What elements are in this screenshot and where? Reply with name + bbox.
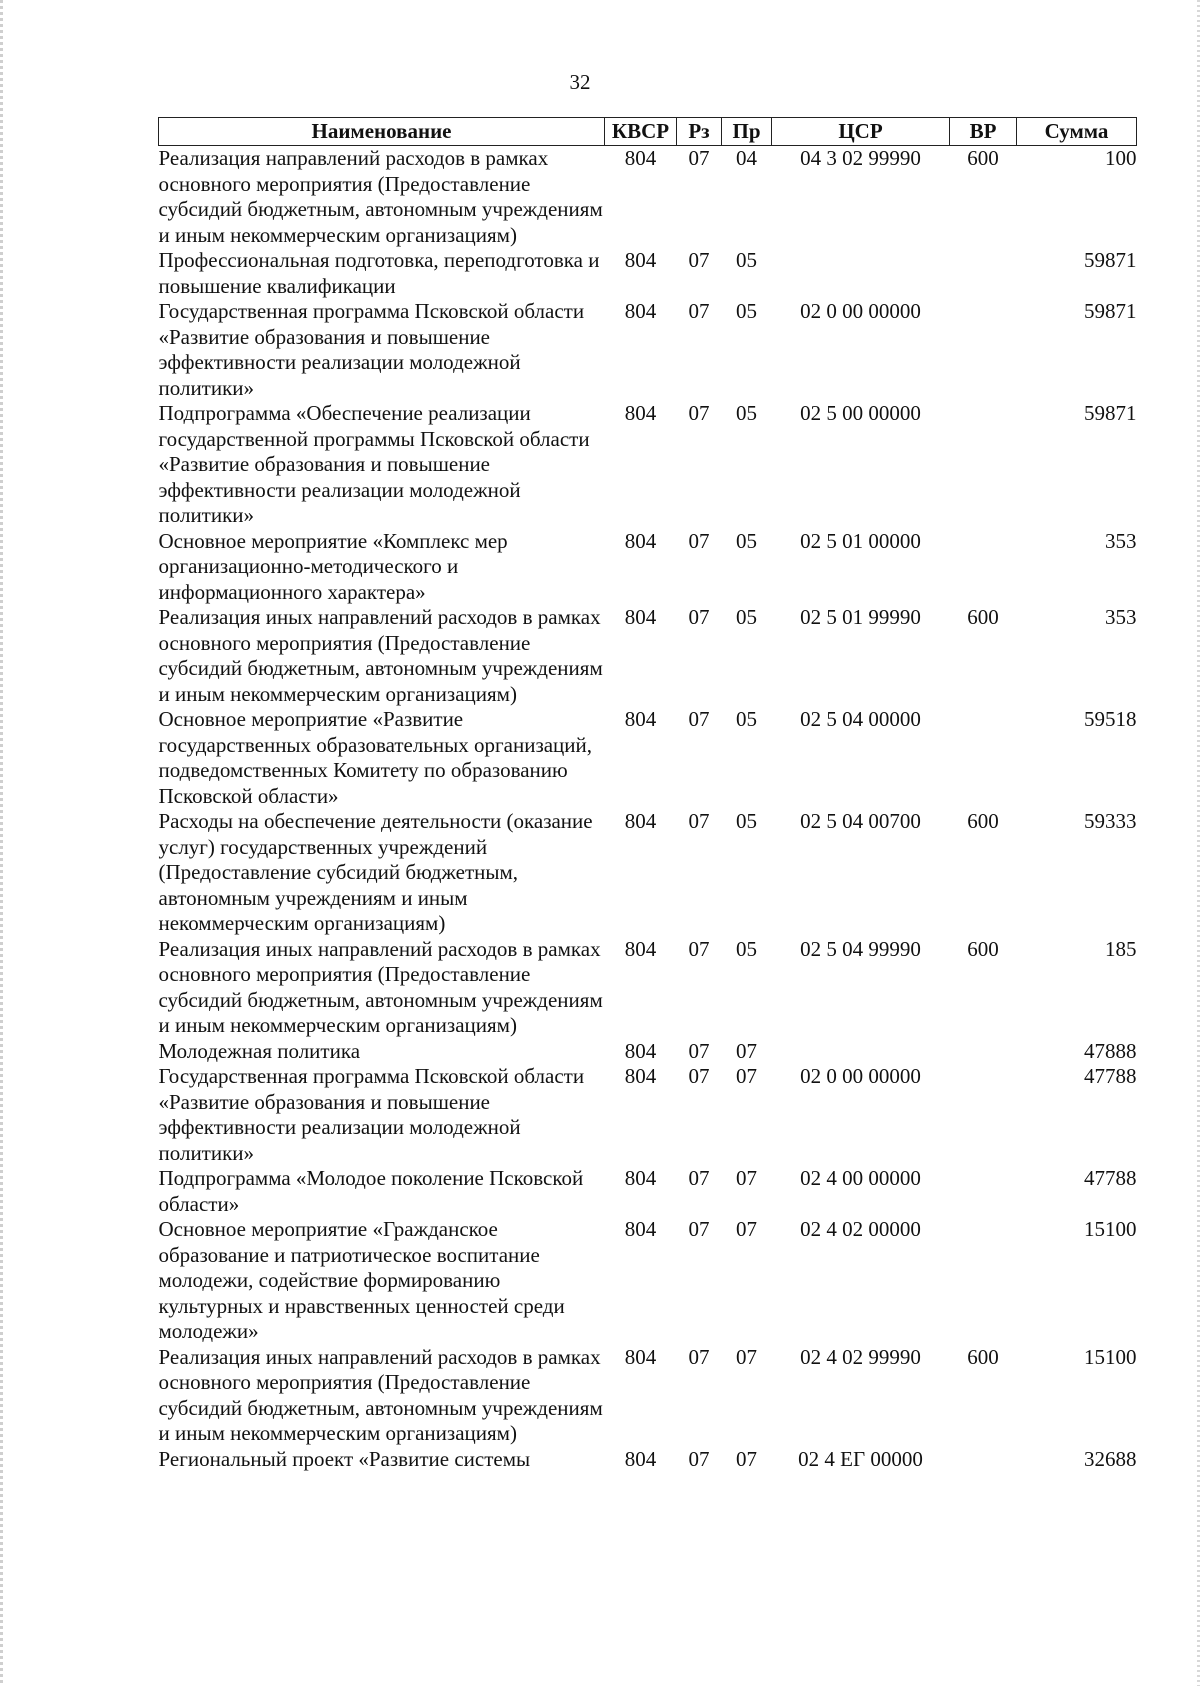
cell-sum: 47788 (1084, 1064, 1137, 1088)
cell-sum: 353 (1105, 528, 1137, 553)
cell-csr: 02 4 ЕГ 00000 (798, 1446, 923, 1471)
header-sum: Сумма (1017, 118, 1137, 146)
table-body (159, 146, 1137, 1473)
cell-rz: 07 (688, 1038, 710, 1063)
table-row (159, 401, 1137, 529)
cell-rz: 07 (688, 936, 710, 961)
cell-rz: 07 (688, 1344, 710, 1369)
cell-sum: 185 (1105, 936, 1137, 961)
cell-kvsr: 804 (624, 1217, 657, 1241)
table-row (159, 299, 1137, 401)
cell-name: Профессиональная подготовка, переподготовка и повышение квалификации (158, 248, 600, 298)
cell-name: Основное мероприятие «Развитие государственных образовательных организаций, подведомственных Комитету по образованию Псковской области» (158, 707, 593, 808)
cell-pr: 05 (736, 809, 757, 833)
cell-rz: 07 (688, 1166, 710, 1190)
cell-kvsr: 804 (624, 1166, 657, 1190)
cell-pr: 07 (736, 1038, 757, 1063)
cell-csr (772, 248, 950, 299)
cell-csr: 02 4 02 99990 (800, 1344, 921, 1369)
cell-pr: 05 (736, 528, 757, 553)
cell-vr (950, 1039, 1017, 1065)
cell-pr: 05 (736, 401, 757, 425)
cell-rz: 07 (688, 809, 710, 833)
cell-pr: 07 (736, 1344, 757, 1369)
cell-vr (950, 1217, 1017, 1345)
table-row (159, 809, 1137, 937)
cell-pr: 07 (736, 1064, 757, 1088)
table-row (159, 146, 1137, 249)
header-csr: ЦСР (772, 118, 950, 146)
cell-name: Основное мероприятие «Комплекс мер организационно-методического и информационного характера» (158, 528, 508, 604)
cell-csr: 02 5 01 99990 (800, 605, 921, 629)
cell-kvsr: 804 (624, 936, 657, 961)
cell-sum: 59871 (1084, 299, 1137, 323)
cell-vr (950, 1166, 1017, 1217)
cell-csr (772, 1039, 950, 1065)
cell-sum: 59333 (1084, 809, 1137, 833)
scan-edge-left (0, 0, 3, 1686)
cell-csr: 02 4 00 00000 (800, 1166, 921, 1190)
cell-name: Государственная программа Псковской области «Развитие образования и повышение эффективности реализации молодежной политики» (158, 1064, 585, 1165)
header-vr: ВР (950, 118, 1017, 146)
cell-rz: 07 (688, 401, 710, 425)
cell-csr: 04 3 02 99990 (800, 146, 921, 170)
cell-pr: 05 (736, 936, 757, 961)
cell-pr: 05 (736, 299, 757, 323)
cell-pr: 07 (736, 1166, 757, 1190)
table-row (159, 605, 1137, 707)
header-kvsr: КВСР (605, 118, 677, 146)
cell-csr: 02 5 04 00000 (800, 707, 921, 731)
cell-rz: 07 (688, 146, 710, 170)
table-row (159, 1217, 1137, 1345)
table-row (159, 937, 1137, 1039)
cell-pr: 04 (736, 146, 757, 170)
table-row (159, 1447, 1137, 1473)
cell-vr (950, 1064, 1017, 1166)
cell-vr: 600 (967, 605, 999, 629)
cell-vr: 600 (967, 936, 999, 961)
cell-kvsr: 804 (624, 146, 657, 170)
page-number: 32 (569, 70, 591, 94)
cell-sum: 47788 (1084, 1166, 1137, 1190)
cell-rz: 07 (688, 1446, 710, 1471)
cell-sum: 15100 (1084, 1217, 1137, 1241)
cell-rz: 07 (688, 248, 710, 272)
cell-name: Реализация иных направлений расходов в рамках основного мероприятия (Предоставление субсидий бюджетным, автономным учреждениям и иным некоммерческим организациям) (158, 936, 603, 1037)
table-row (159, 707, 1137, 809)
cell-vr: 600 (967, 146, 999, 170)
cell-vr (950, 299, 1017, 401)
cell-vr (950, 401, 1017, 529)
cell-name: Региональный проект «Развитие системы (158, 1446, 531, 1471)
cell-rz: 07 (688, 1064, 710, 1088)
cell-kvsr: 804 (624, 1344, 657, 1369)
table-row (159, 1064, 1137, 1166)
cell-sum: 59871 (1084, 248, 1137, 272)
cell-sum: 15100 (1084, 1344, 1137, 1369)
header-rz: Рз (677, 118, 722, 146)
cell-sum: 353 (1105, 605, 1137, 629)
cell-kvsr: 804 (624, 401, 657, 425)
cell-kvsr: 804 (624, 1064, 657, 1088)
cell-kvsr: 804 (624, 605, 657, 629)
cell-pr: 07 (736, 1217, 757, 1241)
cell-pr: 05 (736, 605, 757, 629)
table-row (159, 1345, 1137, 1447)
header-name: Наименование (159, 118, 605, 146)
table-row (159, 1039, 1137, 1065)
table-row (159, 529, 1137, 606)
cell-kvsr: 804 (624, 299, 657, 323)
cell-vr (950, 1447, 1017, 1473)
cell-name: Подпрограмма «Молодое поколение Псковской области» (158, 1166, 584, 1216)
cell-sum: 59871 (1084, 401, 1137, 425)
cell-kvsr: 804 (624, 1446, 657, 1471)
cell-name: Реализация иных направлений расходов в рамках основного мероприятия (Предоставление субсидий бюджетным, автономным учреждениям и иным некоммерческим организациям) (158, 605, 603, 706)
cell-name: Реализация иных направлений расходов в рамках основного мероприятия (Предоставление субсидий бюджетным, автономным учреждениям и иным некоммерческим организациям) (158, 1344, 603, 1445)
cell-rz: 07 (688, 1217, 710, 1241)
cell-sum: 100 (1105, 146, 1137, 170)
cell-rz: 07 (688, 707, 710, 731)
cell-pr: 07 (736, 1446, 757, 1471)
cell-kvsr: 804 (624, 707, 657, 731)
cell-vr (950, 529, 1017, 606)
cell-pr: 05 (736, 707, 757, 731)
cell-kvsr: 804 (624, 809, 657, 833)
table-row (159, 1166, 1137, 1217)
cell-csr: 02 5 04 99990 (800, 936, 921, 961)
cell-csr: 02 0 00 00000 (800, 1064, 921, 1088)
cell-kvsr: 804 (624, 248, 657, 272)
cell-vr (950, 707, 1017, 809)
budget-table (158, 117, 1137, 1472)
cell-sum: 32688 (1084, 1446, 1137, 1471)
cell-name: Реализация направлений расходов в рамках основного мероприятия (Предоставление субсидий бюджетным, автономным учреждениям и иным некоммерческим организациям) (158, 146, 603, 247)
cell-sum: 47888 (1084, 1038, 1137, 1063)
cell-vr (950, 248, 1017, 299)
table-row (159, 248, 1137, 299)
cell-name: Подпрограмма «Обеспечение реализации государственной программы Псковской области «Развитие образования и повышение эффективности реализации молодежной политики» (158, 401, 590, 527)
table-header-row (159, 118, 1137, 146)
cell-kvsr: 804 (624, 1038, 657, 1063)
cell-name: Молодежная политика (158, 1038, 361, 1063)
cell-csr: 02 0 00 00000 (800, 299, 921, 323)
cell-csr: 02 4 02 00000 (800, 1217, 921, 1241)
cell-rz: 07 (688, 299, 710, 323)
cell-vr: 600 (967, 809, 999, 833)
cell-name: Расходы на обеспечение деятельности (оказание услуг) государственных учреждений (Предоставление субсидий бюджетным, автономным учреждениям и иным некоммерческим организациям) (158, 809, 593, 935)
header-pr: Пр (722, 118, 772, 146)
cell-pr: 05 (736, 248, 757, 272)
cell-sum: 59518 (1084, 707, 1137, 731)
cell-csr: 02 5 00 00000 (800, 401, 921, 425)
cell-csr: 02 5 04 00700 (800, 809, 921, 833)
cell-vr: 600 (967, 1344, 999, 1369)
cell-rz: 07 (688, 605, 710, 629)
cell-name: Государственная программа Псковской области «Развитие образования и повышение эффективности реализации молодежной политики» (158, 299, 585, 400)
cell-name: Основное мероприятие «Гражданское образование и патриотическое воспитание молодежи, содействие формированию культурных и нравственных ценностей среди молодежи» (158, 1217, 565, 1343)
cell-csr: 02 5 01 00000 (800, 528, 921, 553)
cell-kvsr: 804 (624, 528, 657, 553)
cell-rz: 07 (688, 528, 710, 553)
